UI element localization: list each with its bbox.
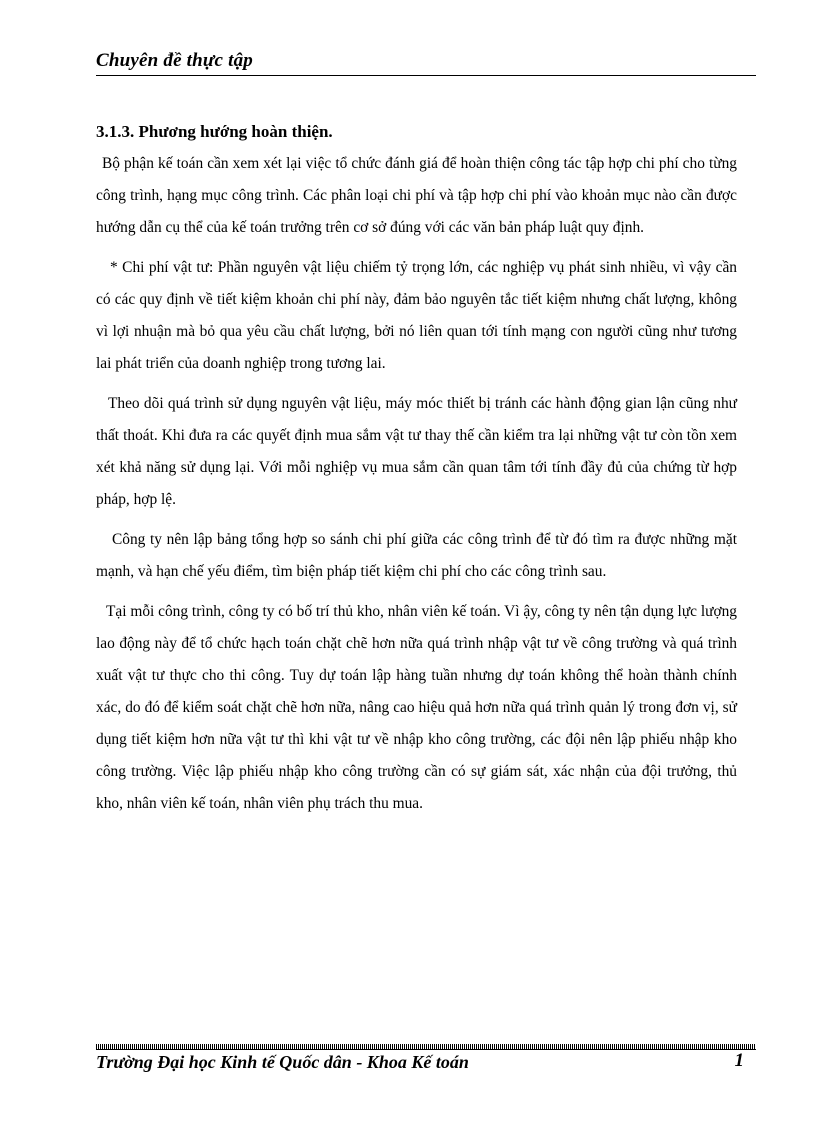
page-number: 1: [734, 1050, 744, 1071]
paragraph: Theo dõi quá trình sử dụng nguyên vật liệu, máy móc thiết bị tránh các hành động gian lận cũng như thất thoát. Khi đưa ra các quyết định mua sắm vật tư thay thế cần kiểm tra lại những vật tư còn tồn xem xét khả năng sử dụng lại. Với mỗi nghiệp vụ mua sắm cần quan tâm tới tính đầy đủ của chứng từ hợp pháp, hợp lệ.: [96, 395, 737, 508]
paragraph: Công ty nên lập bảng tổng hợp so sánh chi phí giữa các công trình để từ đó tìm ra được những mặt mạnh, và hạn chế yếu điểm, tìm biện pháp tiết kiệm chi phí cho các công trình sau.: [96, 531, 737, 580]
page-header: [96, 50, 756, 77]
paragraph: Bộ phận kế toán cần xem xét lại việc tổ chức đánh giá để hoàn thiện công tác tập hợp chi phí cho từng công trình, hạng mục công trình. Các phân loại chi phí và tập hợp chi phí vào khoản mục nào cần được hướng dẫn cụ thể của kế toán trưởng trên cơ sở đúng với các văn bản pháp luật quy định.: [96, 155, 737, 236]
footer-divider-line: [96, 1049, 756, 1050]
header-title: Chuyên đề thực tập: [96, 50, 253, 71]
paragraph: * Chi phí vật tư: Phần nguyên vật liệu chiếm tỷ trọng lớn, các nghiệp vụ phát sinh nhiều, vì vậy cần có các quy định về tiết kiệm khoản chi phí này, đảm bảo nguyên tắc tiết kiệm nhưng chất lượng, không vì lợi nhuận mà bỏ qua yêu cầu chất lượng, bởi nó liên quan tới tính mạng con người cũng như tương lai phát triển của doanh nghiệp trong tương lai.: [96, 259, 737, 372]
section-title: 3.1.3. Phương hướng hoàn thiện.: [96, 122, 333, 141]
page-footer: [96, 1044, 756, 1084]
paragraph: Tại mỗi công trình, công ty có bố trí thủ kho, nhân viên kế toán. Vì ậy, công ty nên tận dụng lực lượng lao động này để tổ chức hạch toán chặt chẽ hơn nữa quá trình nhập vật tư về công trường và quá trình xuất vật tư thực cho thi công. Tuy dự toán lập hàng tuần nhưng dự toán không thể hoàn thành chính xác, do đó để kiểm soát chặt chẽ hơn nữa, nâng cao hiệu quả hơn nữa quá trình quản lý trong đơn vị, sử dụng tiết kiệm hơn nữa vật tư thì khi vật tư về nhập kho công trường, các đội nên lập phiếu nhập kho công trường. Việc lập phiếu nhập kho công trường cần có sự giám sát, xác nhận của đội trưởng, thủ kho, nhân viên kế toán, nhân viên phụ trách thu mua.: [96, 603, 737, 812]
header-divider: [96, 75, 756, 76]
footer-text: Trường Đại học Kinh tế Quốc dân - Khoa Kế toán: [96, 1052, 469, 1072]
page-content: [96, 120, 737, 820]
